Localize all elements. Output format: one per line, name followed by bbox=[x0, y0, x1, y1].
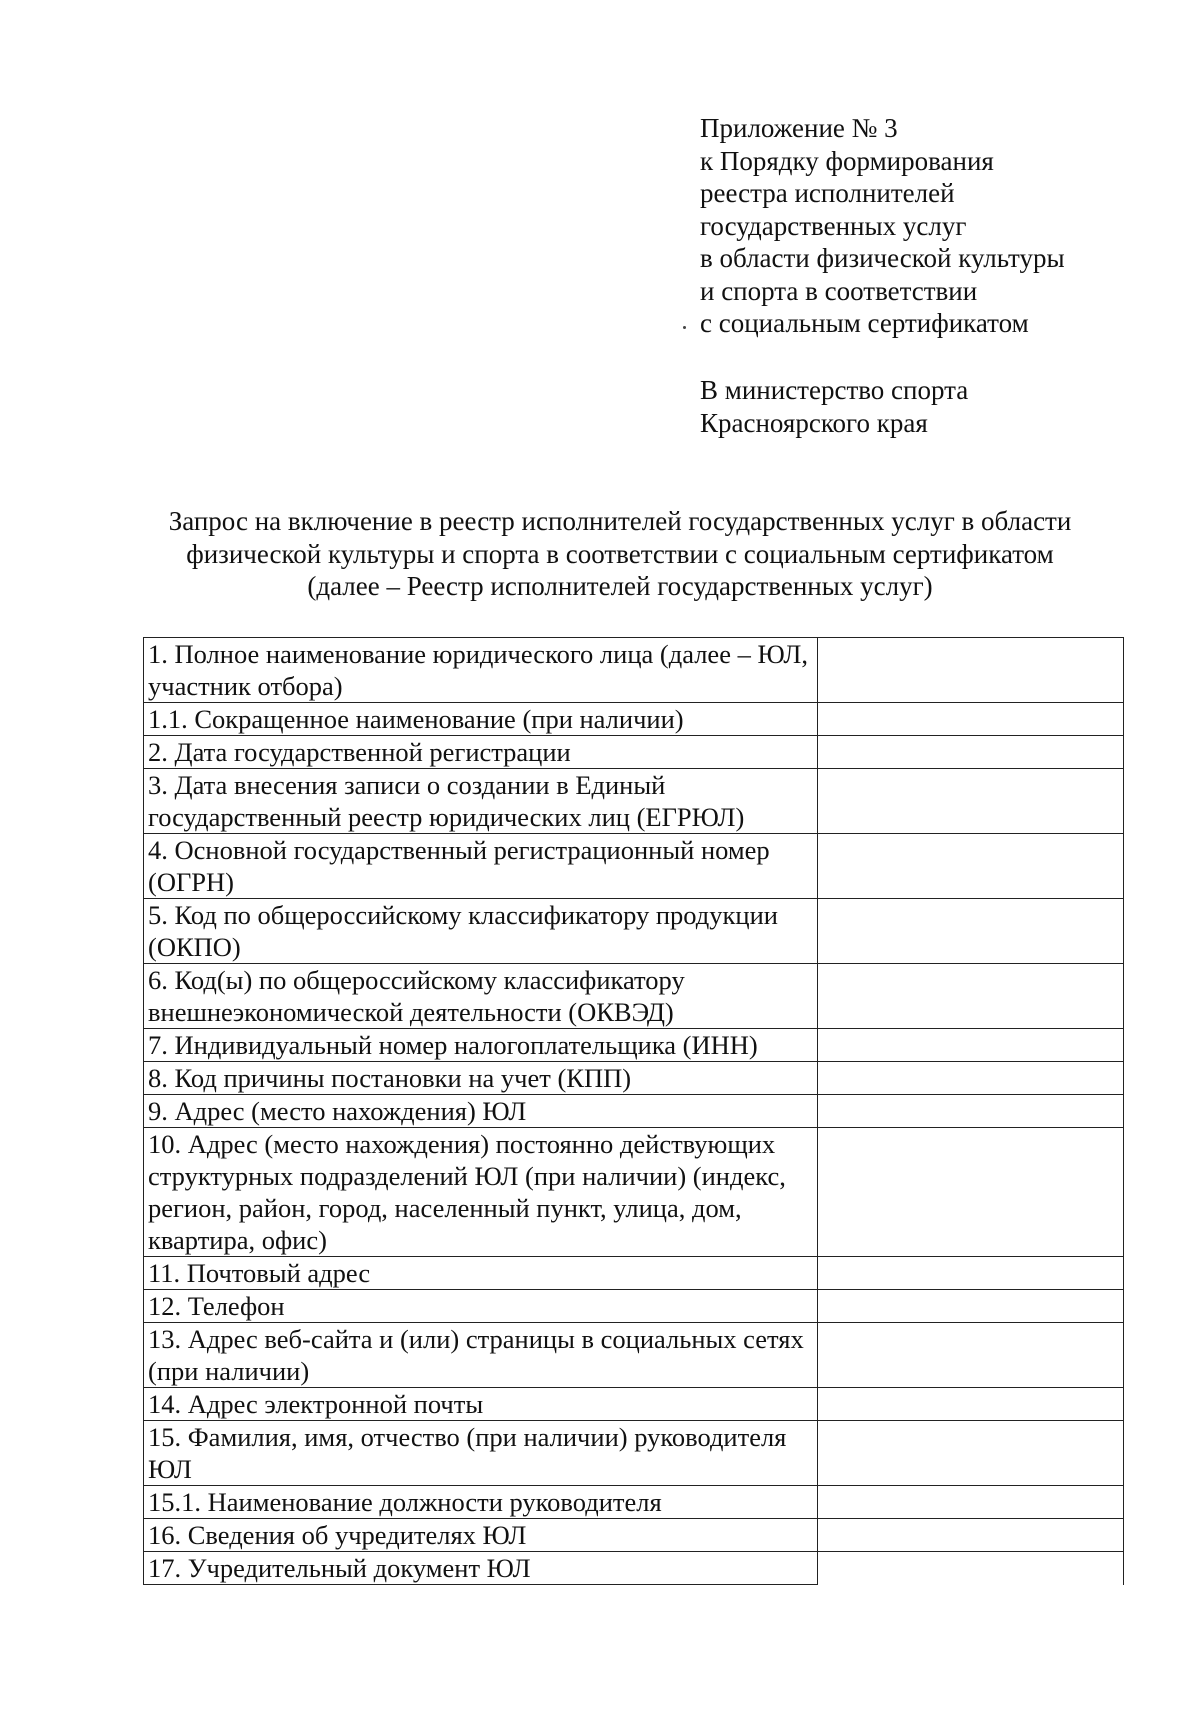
row-value-cell[interactable] bbox=[818, 736, 1124, 769]
addressee-block bbox=[700, 374, 1170, 440]
row-label: 1.1. Сокращенное наименование (при наличии) bbox=[144, 703, 818, 736]
table-row bbox=[144, 1029, 1124, 1062]
table-row bbox=[144, 834, 1124, 899]
table-row bbox=[144, 1486, 1124, 1519]
row-label: 2. Дата государственной регистрации bbox=[144, 736, 818, 769]
row-value-cell[interactable] bbox=[818, 899, 1124, 964]
table-row bbox=[144, 1257, 1124, 1290]
row-label: 11. Почтовый адрес bbox=[144, 1257, 818, 1290]
table-row bbox=[144, 964, 1124, 1029]
table-row bbox=[144, 1552, 1124, 1585]
row-label: 13. Адрес веб-сайта и (или) страницы в социальных сетях (при наличии) bbox=[144, 1323, 818, 1388]
table-row bbox=[144, 1290, 1124, 1323]
appendix-line: в области физической культуры bbox=[700, 243, 1065, 273]
row-value-cell[interactable] bbox=[818, 964, 1124, 1029]
row-label: 16. Сведения об учредителях ЮЛ bbox=[144, 1519, 818, 1552]
table-row bbox=[144, 1388, 1124, 1421]
table-row bbox=[144, 899, 1124, 964]
appendix-line: государственных услуг bbox=[700, 210, 967, 241]
appendix-line: к Порядку формирования bbox=[700, 145, 994, 176]
appendix-line: и спорта в соответствии bbox=[700, 275, 978, 306]
request-form-table bbox=[143, 637, 1124, 1585]
row-value-cell[interactable] bbox=[818, 1029, 1124, 1062]
row-value-cell[interactable] bbox=[818, 1421, 1124, 1486]
row-label: 4. Основной государственный регистрационный номер (ОГРН) bbox=[144, 834, 818, 899]
row-label: 8. Код причины постановки на учет (КПП) bbox=[144, 1062, 818, 1095]
row-label: 12. Телефон bbox=[144, 1290, 818, 1323]
row-value-cell[interactable] bbox=[818, 1290, 1124, 1323]
document-title bbox=[100, 505, 1140, 603]
appendix-line: реестра исполнителей bbox=[700, 178, 955, 208]
row-label: 15. Фамилия, имя, отчество (при наличии) руководителя ЮЛ bbox=[144, 1421, 818, 1486]
table-row bbox=[144, 736, 1124, 769]
row-value-cell[interactable] bbox=[818, 1323, 1124, 1388]
table-row bbox=[144, 769, 1124, 834]
table-row bbox=[144, 1062, 1124, 1095]
row-value-cell[interactable] bbox=[818, 1519, 1124, 1552]
table-row bbox=[144, 638, 1124, 703]
table-row bbox=[144, 1519, 1124, 1552]
scan-artifact-dot bbox=[683, 326, 686, 329]
appendix-line: Приложение № 3 bbox=[700, 113, 898, 143]
appendix-line: с социальным сертификатом bbox=[700, 308, 1029, 338]
row-label: 6. Код(ы) по общероссийскому классификатору внешнеэкономической деятельности (ОКВЭД) bbox=[144, 964, 818, 1029]
row-value-cell[interactable] bbox=[818, 769, 1124, 834]
row-label: 17. Учредительный документ ЮЛ bbox=[144, 1552, 818, 1585]
title-line: физической культуры и спорта в соответствии с социальным сертификатом bbox=[186, 538, 1054, 569]
table-row bbox=[144, 1323, 1124, 1388]
appendix-header bbox=[700, 112, 1170, 340]
row-value-cell[interactable] bbox=[818, 1388, 1124, 1421]
row-label: 7. Индивидуальный номер налогоплательщика (ИНН) bbox=[144, 1029, 818, 1062]
row-label: 5. Код по общероссийскому классификатору продукции (ОКПО) bbox=[144, 899, 818, 964]
row-value-cell[interactable] bbox=[818, 1095, 1124, 1128]
table-row bbox=[144, 1421, 1124, 1486]
row-label: 14. Адрес электронной почты bbox=[144, 1388, 818, 1421]
row-value-cell[interactable] bbox=[818, 1257, 1124, 1290]
row-label: 1. Полное наименование юридического лица (далее – ЮЛ, участник отбора) bbox=[144, 638, 818, 703]
row-value-cell[interactable] bbox=[818, 703, 1124, 736]
row-value-cell[interactable] bbox=[818, 1128, 1124, 1257]
row-value-cell[interactable] bbox=[818, 1552, 1124, 1585]
row-value-cell[interactable] bbox=[818, 638, 1124, 703]
table-row bbox=[144, 1128, 1124, 1257]
row-label: 15.1. Наименование должности руководителя bbox=[144, 1486, 818, 1519]
table-row bbox=[144, 703, 1124, 736]
row-value-cell[interactable] bbox=[818, 1486, 1124, 1519]
title-line: Запрос на включение в реестр исполнителей государственных услуг в области bbox=[168, 506, 1072, 536]
row-label: 3. Дата внесения записи о создании в Единый государственный реестр юридических лиц (ЕГРЮЛ) bbox=[144, 769, 818, 834]
row-label: 9. Адрес (место нахождения) ЮЛ bbox=[144, 1095, 818, 1128]
table-row bbox=[144, 1095, 1124, 1128]
addressee-line: Красноярского края bbox=[700, 408, 928, 438]
addressee-line: В министерство спорта bbox=[700, 375, 969, 405]
row-label: 10. Адрес (место нахождения) постоянно действующих структурных подразделений ЮЛ (при наличии) (индекс, регион, район, город, населенный пункт, улица, дом, квартира, офис) bbox=[144, 1128, 818, 1257]
row-value-cell[interactable] bbox=[818, 1062, 1124, 1095]
title-line: (далее – Реестр исполнителей государственных услуг) bbox=[307, 571, 933, 601]
row-value-cell[interactable] bbox=[818, 834, 1124, 899]
